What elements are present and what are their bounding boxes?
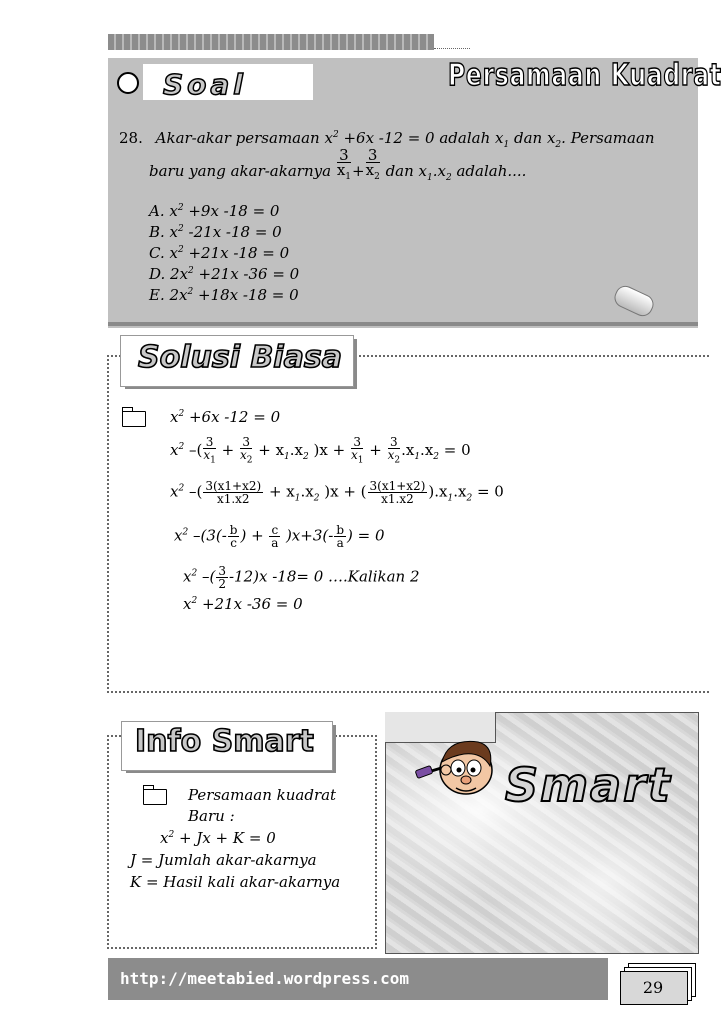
option-a: A. $x^2 +9x$ -18 = 0 [149,202,280,220]
option-b: B. $x^2$ -21x -18 = 0 [149,223,282,241]
bullet-circle-icon [117,72,139,94]
question-line-2: baru yang akar-akarnya $\frac{3}{x_1}$ + $\frac{3}{x_2}$ dan $x_1.x_2$ adalah.... [149,146,527,183]
page-title: Persamaan Kuadrat [448,58,722,93]
soal-label: Soal [163,68,247,101]
solution-step-5: $x^2$ –( $\frac{3}{2}$ -12)x -18= 0 ….Kalikan 2 [183,564,420,591]
folder-icon [122,411,146,431]
solution-step-4: $x^2$ –(3(- $\frac{b}{c}$ ) + $\frac{c}{a}$ )x+3(- $\frac{b}{a}$ ) = 0 [174,523,385,550]
question-panel-shadow [108,322,698,326]
info-line-5: K = Hasil kali akar-akarnya [130,873,341,891]
info-line-2: Baru : [188,807,235,825]
question-line-1: 28. Akar-akar persamaan $x^2 +6x$ -12 = 0 adalah $x_1$ dan $x_2$. Persamaan [119,129,655,150]
fraction-3-over-x2: $\frac{3}{x_2}$ [365,146,380,182]
info-line-4: J = Jumlah akar-akarnya [130,851,317,869]
solution-title: Solusi Biasa [138,340,342,375]
solution-step-6: $x^2 +21x$ -36 = 0 [183,595,303,613]
thinking-man-icon [408,732,518,832]
fraction-3-over-x1: $\frac{3}{x_1}$ [336,146,352,182]
folder-icon [143,789,167,809]
solution-step-1: $x^2 +6x$ -12 = 0 [170,408,281,426]
page-number: 29 [642,978,664,997]
info-line-3: $x^2 + Jx + K = 0$ [160,829,276,847]
option-c: C. $x^2 +21x$ -18 = 0 [149,244,290,262]
info-line-1: Persamaan kuadrat [188,786,337,804]
smart-title: Smart [505,758,672,812]
header-stripe [108,34,434,50]
footer-url-link[interactable]: http://meetabied.wordpress.com [120,969,409,988]
solution-step-2: $x^2$ –( $\frac{3}{x_1}$ + $\frac{3}{x_2}$ + $x_1.x_2$ )x + $\frac{3}{x_1}$ + $\frac{3}{x_2}$ $.x_1.x_2 = 0$ [170,435,471,466]
option-e: E. $2x^2 +18x$ -18 = 0 [149,286,299,304]
info-title: Info Smart [135,724,314,759]
option-d: D. $2x^2 +21x$ -36 = 0 [149,265,300,283]
solution-step-3: $x^2$ –( $\frac{3(x1+x2)}{x1.x2}$ + $x_1.x_2$ )x + ( $\frac{3(x1+x2)}{x1.x2}$ )$.x_1.x_2 = 0$ [170,479,504,506]
header-dotted-line [434,48,470,49]
